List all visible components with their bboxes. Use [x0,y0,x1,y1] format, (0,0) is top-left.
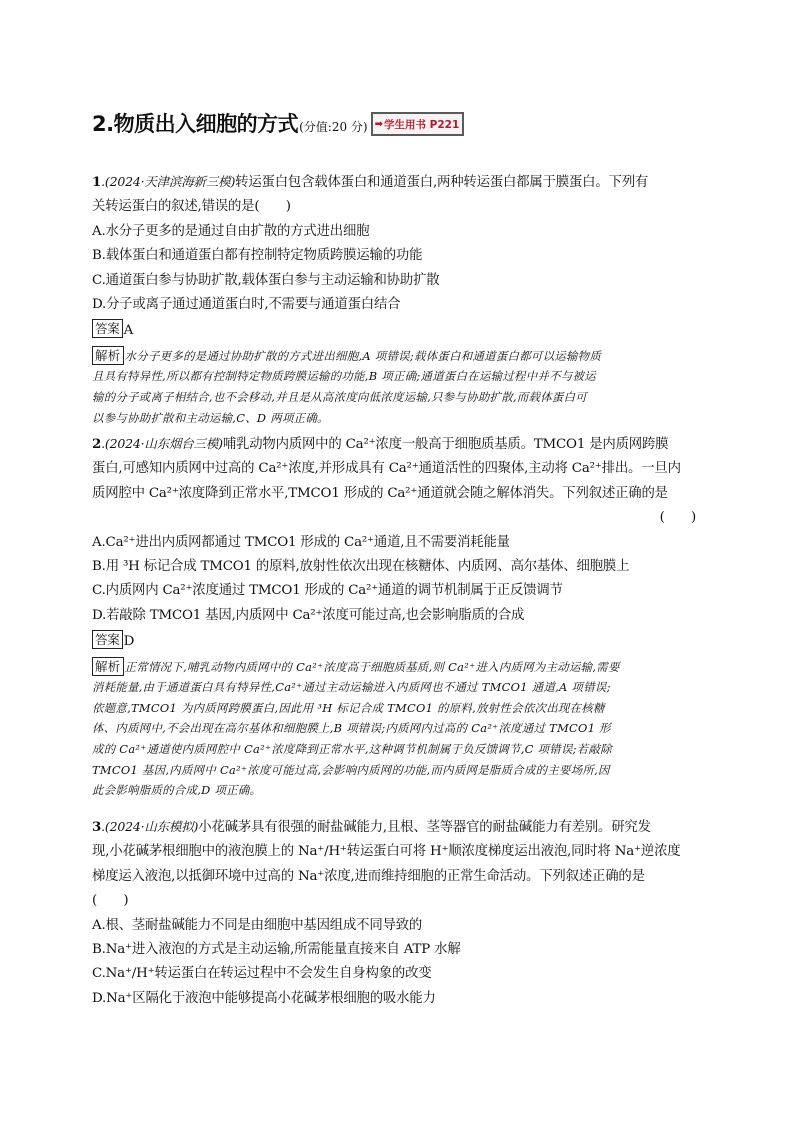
analysis [92,346,702,428]
analysis-label: 解析 [92,346,124,365]
analysis-line: TMCO1 基因,内质网中 Ca²⁺浓度可能过高,会影响内质网的功能,而内质网是脂质合成的主要场所,因 [92,762,610,777]
answer-label: 答案 [92,630,123,649]
analysis-line: 输的分子或离子相结合,也不会移动,并且是从高浓度向低浓度运输,只参与协助扩散,而载体蛋白可 [92,390,588,405]
question-stem [92,432,702,457]
stem-line: 关转运蛋白的叙述,错误的是( ) [92,199,291,215]
arrow-right-icon: ➡ [374,118,383,130]
analysis-line: 以参与协助扩散和主动运输,C、D 两项正确。 [92,410,329,425]
analysis-line: 水分子更多的是通过协助扩散的方式进出细胞,A 项错误;载体蛋白和通道蛋白都可以运输物质 [124,348,602,363]
question-2 [92,432,702,801]
book-ref-label: 学生用书 P221 [383,118,460,131]
answer-value: A [123,323,134,339]
stem-line: 转运蛋白包含载体蛋白和通道蛋白,两种转运蛋白都属于膜蛋白。下列有 [235,175,649,190]
question-number: 3 [92,819,102,835]
answer-row [92,319,702,343]
analysis-line: 成的 Ca²⁺通道使内质网腔中 Ca²⁺浓度降到正常水平,这种调节机制属于负反馈调节,C 项错误;若敲除 [92,742,612,757]
page-title: 2.物质出入细胞的方式 [92,112,299,136]
header [92,104,464,138]
analysis-line: 依题意,TMCO1 为内质网跨膜蛋白,因此用 ³H 标记合成 TMCO1 的原料,放射性会依次出现在核糖 [92,700,605,715]
stem-line: 蛋白,可感知内质网中过高的 Ca²⁺浓度,并形成具有 Ca²⁺通道活性的四聚体,主动将 Ca²⁺排出。一旦内 [92,461,681,477]
stem-line: ( ) [92,893,129,909]
analysis [92,657,702,801]
analysis-line: 正常情况下,哺乳动物内质网中的 Ca²⁺浓度高于细胞质基质,则 Ca²⁺进入内质网为主动运输,需要 [124,659,620,674]
analysis-line: 体、内质网中,不会出现在高尔基体和细胞膜上,B 项错误;内质网内过高的 Ca²⁺浓度通过 TMCO1 形 [92,721,611,736]
question-number: 1 [92,174,102,190]
question-source: .(2024·山东烟台三模) [101,436,223,451]
stem-line: 小花碱茅具有很强的耐盐碱能力,且根、茎等器官的耐盐碱能力有差别。研究发 [198,820,651,835]
option-d: D.若敲除 TMCO1 基因,内质网中 Ca²⁺浓度可能过高,也会影响脂质的合成 [92,607,525,623]
answer-paren: ( ) [659,510,696,526]
option-c: C.通道蛋白参与协助扩散,载体蛋白参与主动运输和协助扩散 [92,272,440,288]
stem-line: 质网腔中 Ca²⁺浓度降到正常水平,TMCO1 形成的 Ca²⁺通道就会随之解体消失。下列叙述正确的是 [92,485,668,501]
option-c: C.Na⁺/H⁺转运蛋白在转运过程中不会发生自身构象的改变 [92,966,432,982]
stem-line: 现,小花碱茅根细胞中的液泡膜上的 Na⁺/H⁺转运蛋白可将 H⁺顺浓度梯度运出液泡,同时将 Na⁺逆浓度 [92,844,681,860]
option-b: B.Na⁺进入液泡的方式是主动运输,所需能量直接来自 ATP 水解 [92,942,461,958]
option-c: C.内质网内 Ca²⁺浓度通过 TMCO1 形成的 Ca²⁺通道的调节机制属于正反馈调节 [92,583,563,599]
analysis-label: 解析 [92,657,124,676]
question-3 [92,815,702,1011]
stem-line: 梯度运入液泡,以抵御环境中过高的 Na⁺浓度,进而维持细胞的正常生命活动。下列叙述正确的是 [92,868,645,884]
analysis-line: 此会影响脂质的合成,D 项正确。 [92,783,262,798]
answer-row [92,630,702,654]
answer-value: D [123,634,135,650]
question-source: .(2024·山东模拟) [101,819,199,834]
answer-label: 答案 [92,319,123,338]
book-ref-tag[interactable] [371,112,465,136]
option-b: B.用 ³H 标记合成 TMCO1 的原料,放射性依次出现在核糖体、内质网、高尔基体、细胞膜上 [92,559,630,575]
question-source: .(2024·天津滨海新三模) [101,174,236,189]
question-1 [92,170,702,428]
option-a: A.水分子更多的是通过自由扩散的方式进出细胞 [92,223,370,239]
score-note: (分值:20 分) [299,120,368,134]
question-stem [92,815,702,840]
option-b: B.载体蛋白和通道蛋白都有控制特定物质跨膜运输的功能 [92,248,423,264]
question-number: 2 [92,436,102,452]
stem-line: 哺乳动物内质网中的 Ca²⁺浓度一般高于细胞质基质。TMCO1 是内质网跨膜 [222,437,669,452]
option-d: D.分子或离子通过通道蛋白时,不需要与通道蛋白结合 [92,297,401,313]
option-a: A.Ca²⁺进出内质网都通过 TMCO1 形成的 Ca²⁺通道,且不需要消耗能量 [92,534,510,550]
option-a: A.根、茎耐盐碱能力不同是由细胞中基因组成不同导致的 [92,917,423,933]
option-d: D.Na⁺区隔化于液泡中能够提高小花碱茅根细胞的吸水能力 [92,990,436,1006]
analysis-line: 消耗能量,由于通道蛋白具有特异性,Ca²⁺通过主动运输进入内质网也不通过 TMCO1 通道,A 项错误; [92,680,611,695]
analysis-line: 且具有特异性,所以都有控制特定物质跨膜运输的功能,B 项正确;通道蛋白在运输过程中并不与被运 [92,369,596,384]
question-stem [92,170,702,195]
